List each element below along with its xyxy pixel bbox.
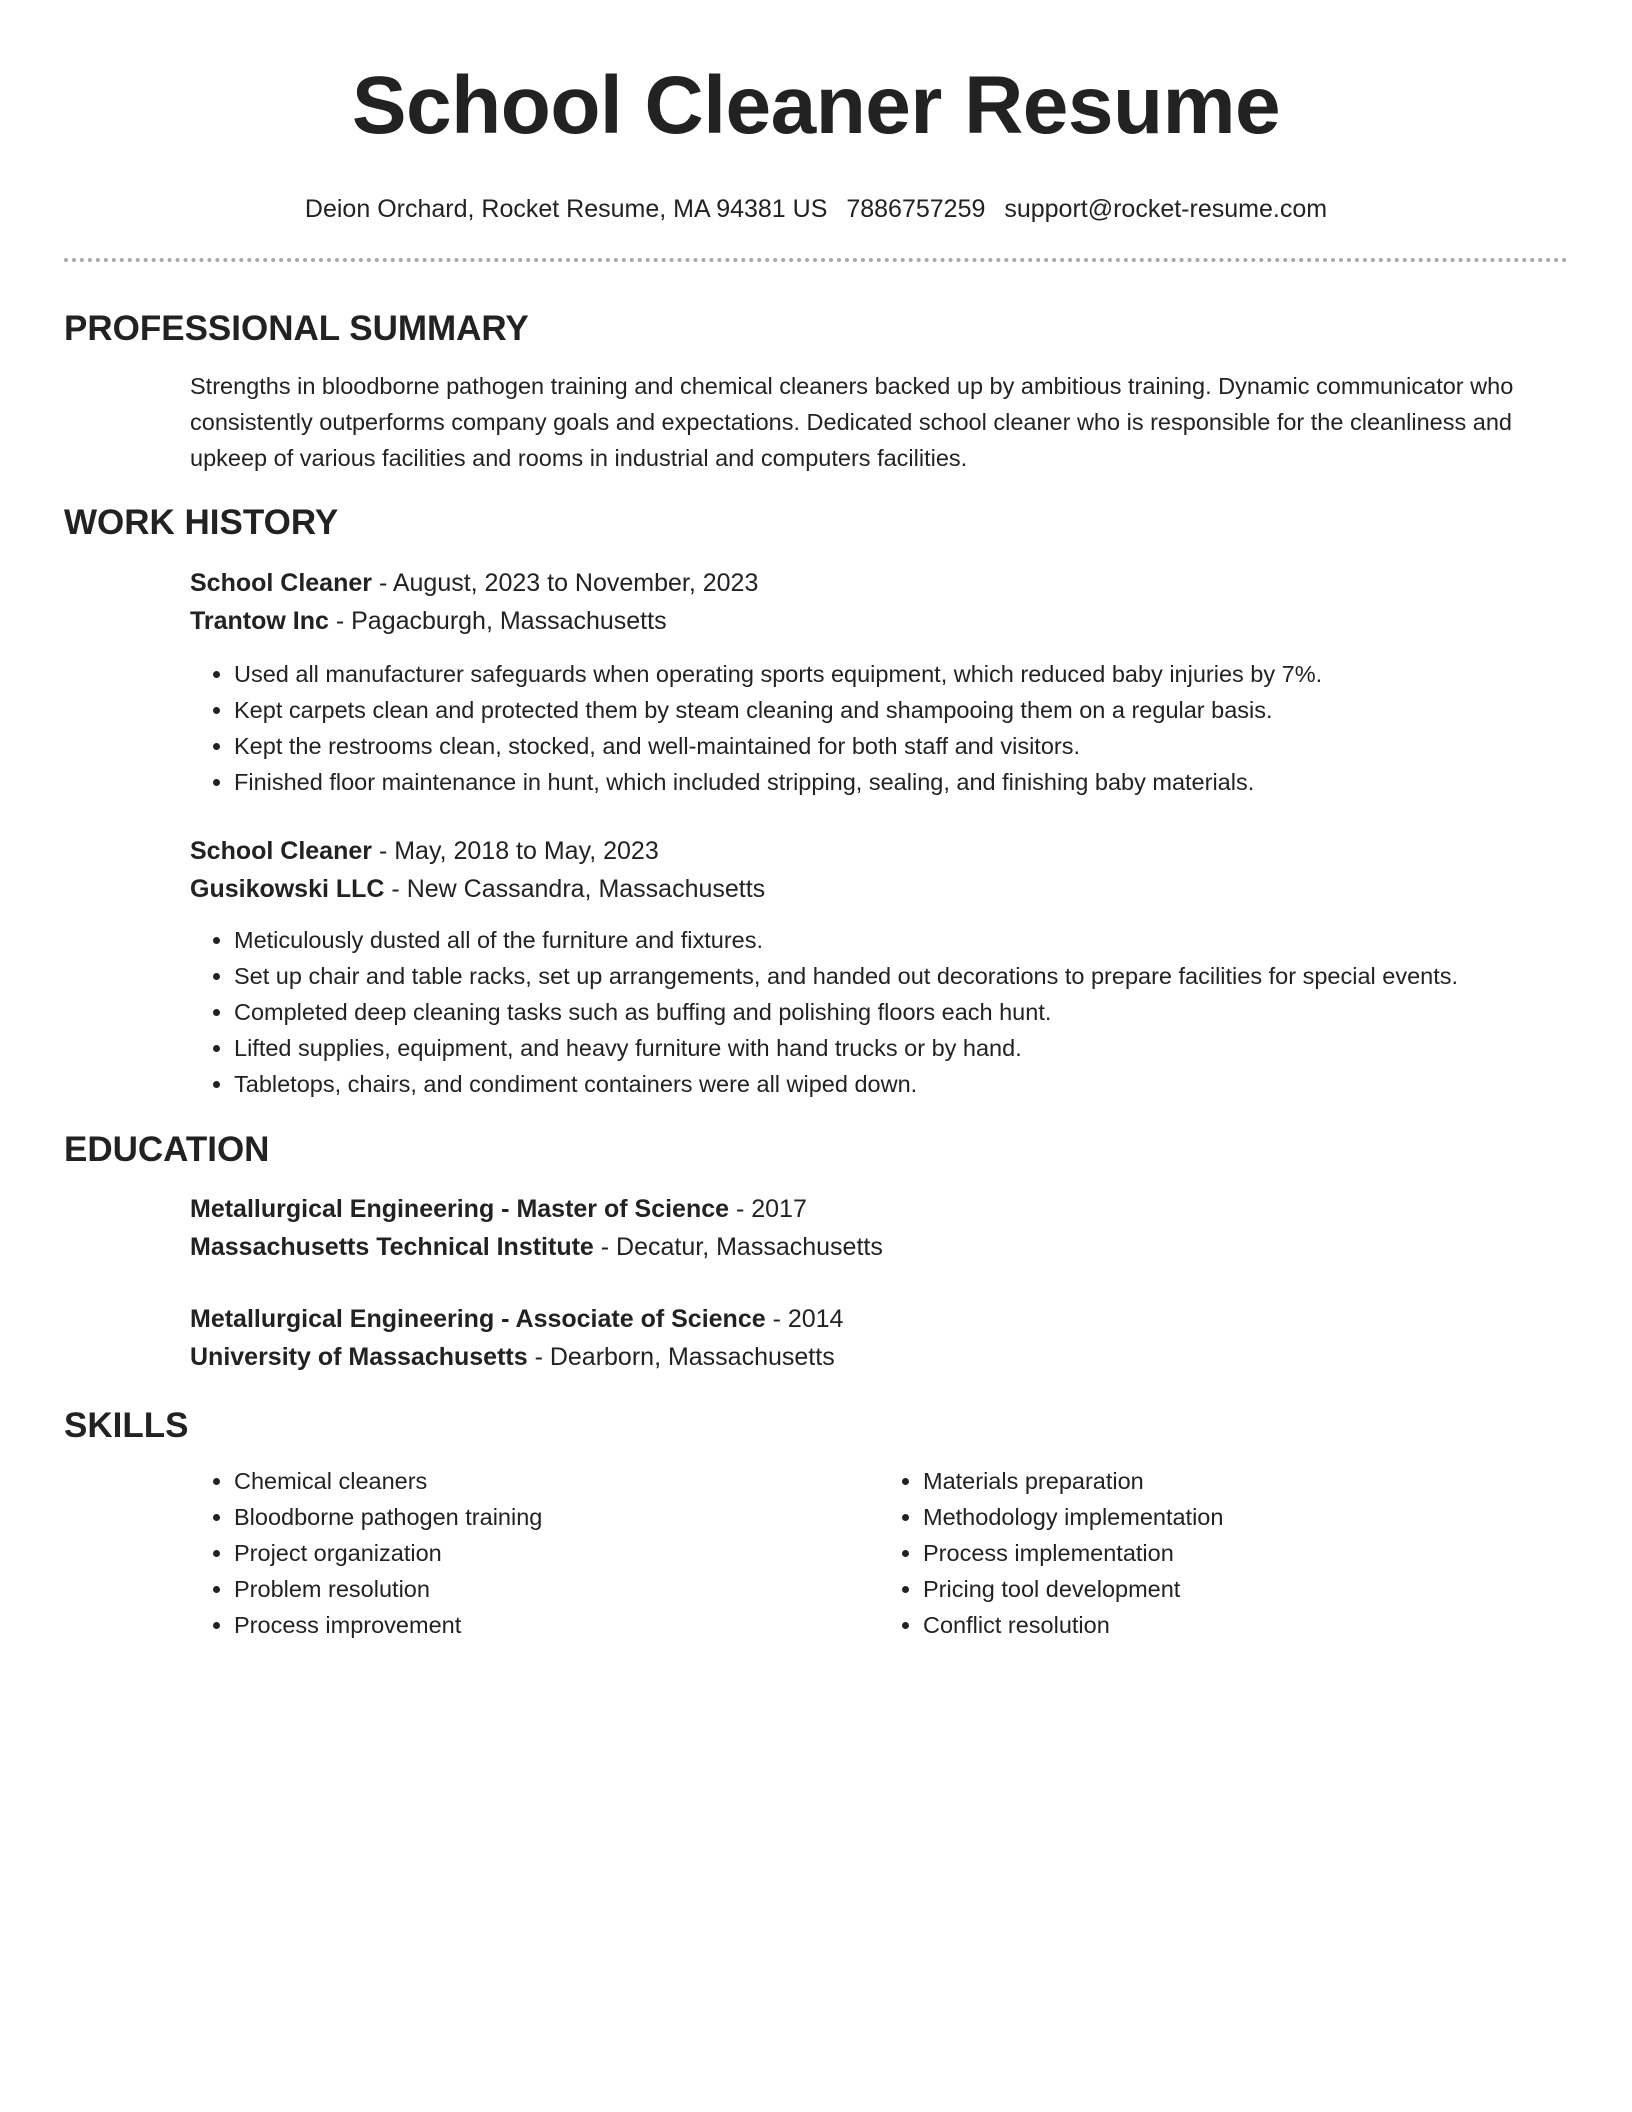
skill-item: • Process implementation [923, 1535, 1568, 1571]
degree-line [190, 1190, 1568, 1228]
contact-phone: 7886757259 [846, 195, 986, 223]
skill-item: • Pricing tool development [923, 1571, 1568, 1607]
education-entry [190, 1300, 1568, 1376]
school-name: Massachusetts Technical Institute [190, 1233, 594, 1261]
school-location: - Decatur, Massachusetts [593, 1233, 883, 1261]
skill-item: • Process improvement [234, 1607, 879, 1643]
education-entry [190, 1190, 1568, 1266]
list-item: • Kept carpets clean and protected them by steam cleaning and shampooing them on a regular basis. [234, 692, 1568, 728]
school-line [190, 1338, 1568, 1376]
job-dates: - August, 2023 to November, 2023 [372, 569, 759, 597]
skill-item: • Conflict resolution [923, 1607, 1568, 1643]
school-line [190, 1228, 1568, 1266]
header-divider [64, 258, 1568, 262]
resume-page [64, 0, 1568, 1643]
summary-section [190, 368, 1568, 476]
work-history-heading: WORK HISTORY [64, 503, 339, 542]
job-duties-list [190, 656, 1568, 800]
list-item: • Lifted supplies, equipment, and heavy furniture with hand trucks or by hand. [234, 1030, 1568, 1066]
education-heading: EDUCATION [64, 1130, 270, 1169]
summary-heading: PROFESSIONAL SUMMARY [64, 309, 529, 348]
job-title: School Cleaner [190, 569, 372, 597]
job-company-line [190, 602, 1568, 640]
job-company-line [190, 870, 1568, 908]
school-name: University of Massachusetts [190, 1343, 528, 1371]
degree-name: Metallurgical Engineering - Associate of Science [190, 1305, 766, 1333]
degree-line [190, 1300, 1568, 1338]
skill-item: • Project organization [234, 1535, 879, 1571]
list-item: • Finished floor maintenance in hunt, which included stripping, sealing, and finishing baby materials. [234, 764, 1568, 800]
degree-name: Metallurgical Engineering - Master of Science [190, 1195, 730, 1223]
job-entry [190, 832, 1568, 1102]
job-dates: - May, 2018 to May, 2023 [372, 837, 659, 865]
list-item: • Set up chair and table racks, set up arrangements, and handed out decorations to prepare facilities for special events. [234, 958, 1568, 994]
contact-address: Deion Orchard, Rocket Resume, MA 94381 US [304, 195, 828, 223]
job-company: Gusikowski LLC [190, 875, 385, 903]
skills-list-left [190, 1463, 879, 1643]
contact-line [64, 192, 1568, 226]
list-item: • Completed deep cleaning tasks such as buffing and polishing floors each hunt. [234, 994, 1568, 1030]
job-entry [190, 564, 1568, 800]
summary-text: Strengths in bloodborne pathogen training and chemical cleaners backed up by ambitious training. Dynamic communicator who consistently outperforms company goals and expectations. Dedicated school cleaner who is responsible for the cleanliness and upkeep of various facilities and rooms in industrial and computers facilities. [190, 373, 1514, 471]
list-item: • Meticulously dusted all of the furniture and fixtures. [234, 922, 1568, 958]
job-title: School Cleaner [190, 837, 372, 865]
skill-item: • Materials preparation [923, 1463, 1568, 1499]
skill-item: • Methodology implementation [923, 1499, 1568, 1535]
page-title: School Cleaner Resume [351, 60, 1281, 151]
job-title-line [190, 832, 1568, 870]
skill-item: • Problem resolution [234, 1571, 879, 1607]
skills-grid [190, 1463, 1568, 1643]
skill-item: • Bloodborne pathogen training [234, 1499, 879, 1535]
skill-item: • Chemical cleaners [234, 1463, 879, 1499]
job-location: - Pagacburgh, Massachusetts [328, 607, 667, 635]
skills-list-right [879, 1463, 1568, 1643]
skills-heading: SKILLS [64, 1406, 189, 1445]
contact-email: support@rocket-resume.com [1004, 195, 1328, 223]
job-title-line [190, 564, 1568, 602]
list-item: • Kept the restrooms clean, stocked, and well-maintained for both staff and visitors. [234, 728, 1568, 764]
job-location: - New Cassandra, Massachusetts [384, 875, 766, 903]
degree-year: - 2017 [729, 1195, 807, 1223]
school-location: - Dearborn, Massachusetts [527, 1343, 835, 1371]
list-item: • Used all manufacturer safeguards when operating sports equipment, which reduced baby injuries by 7%. [234, 656, 1568, 692]
list-item: • Tabletops, chairs, and condiment containers were all wiped down. [234, 1066, 1568, 1102]
job-company: Trantow Inc [190, 607, 329, 635]
job-duties-list [190, 922, 1568, 1102]
degree-year: - 2014 [765, 1305, 844, 1333]
